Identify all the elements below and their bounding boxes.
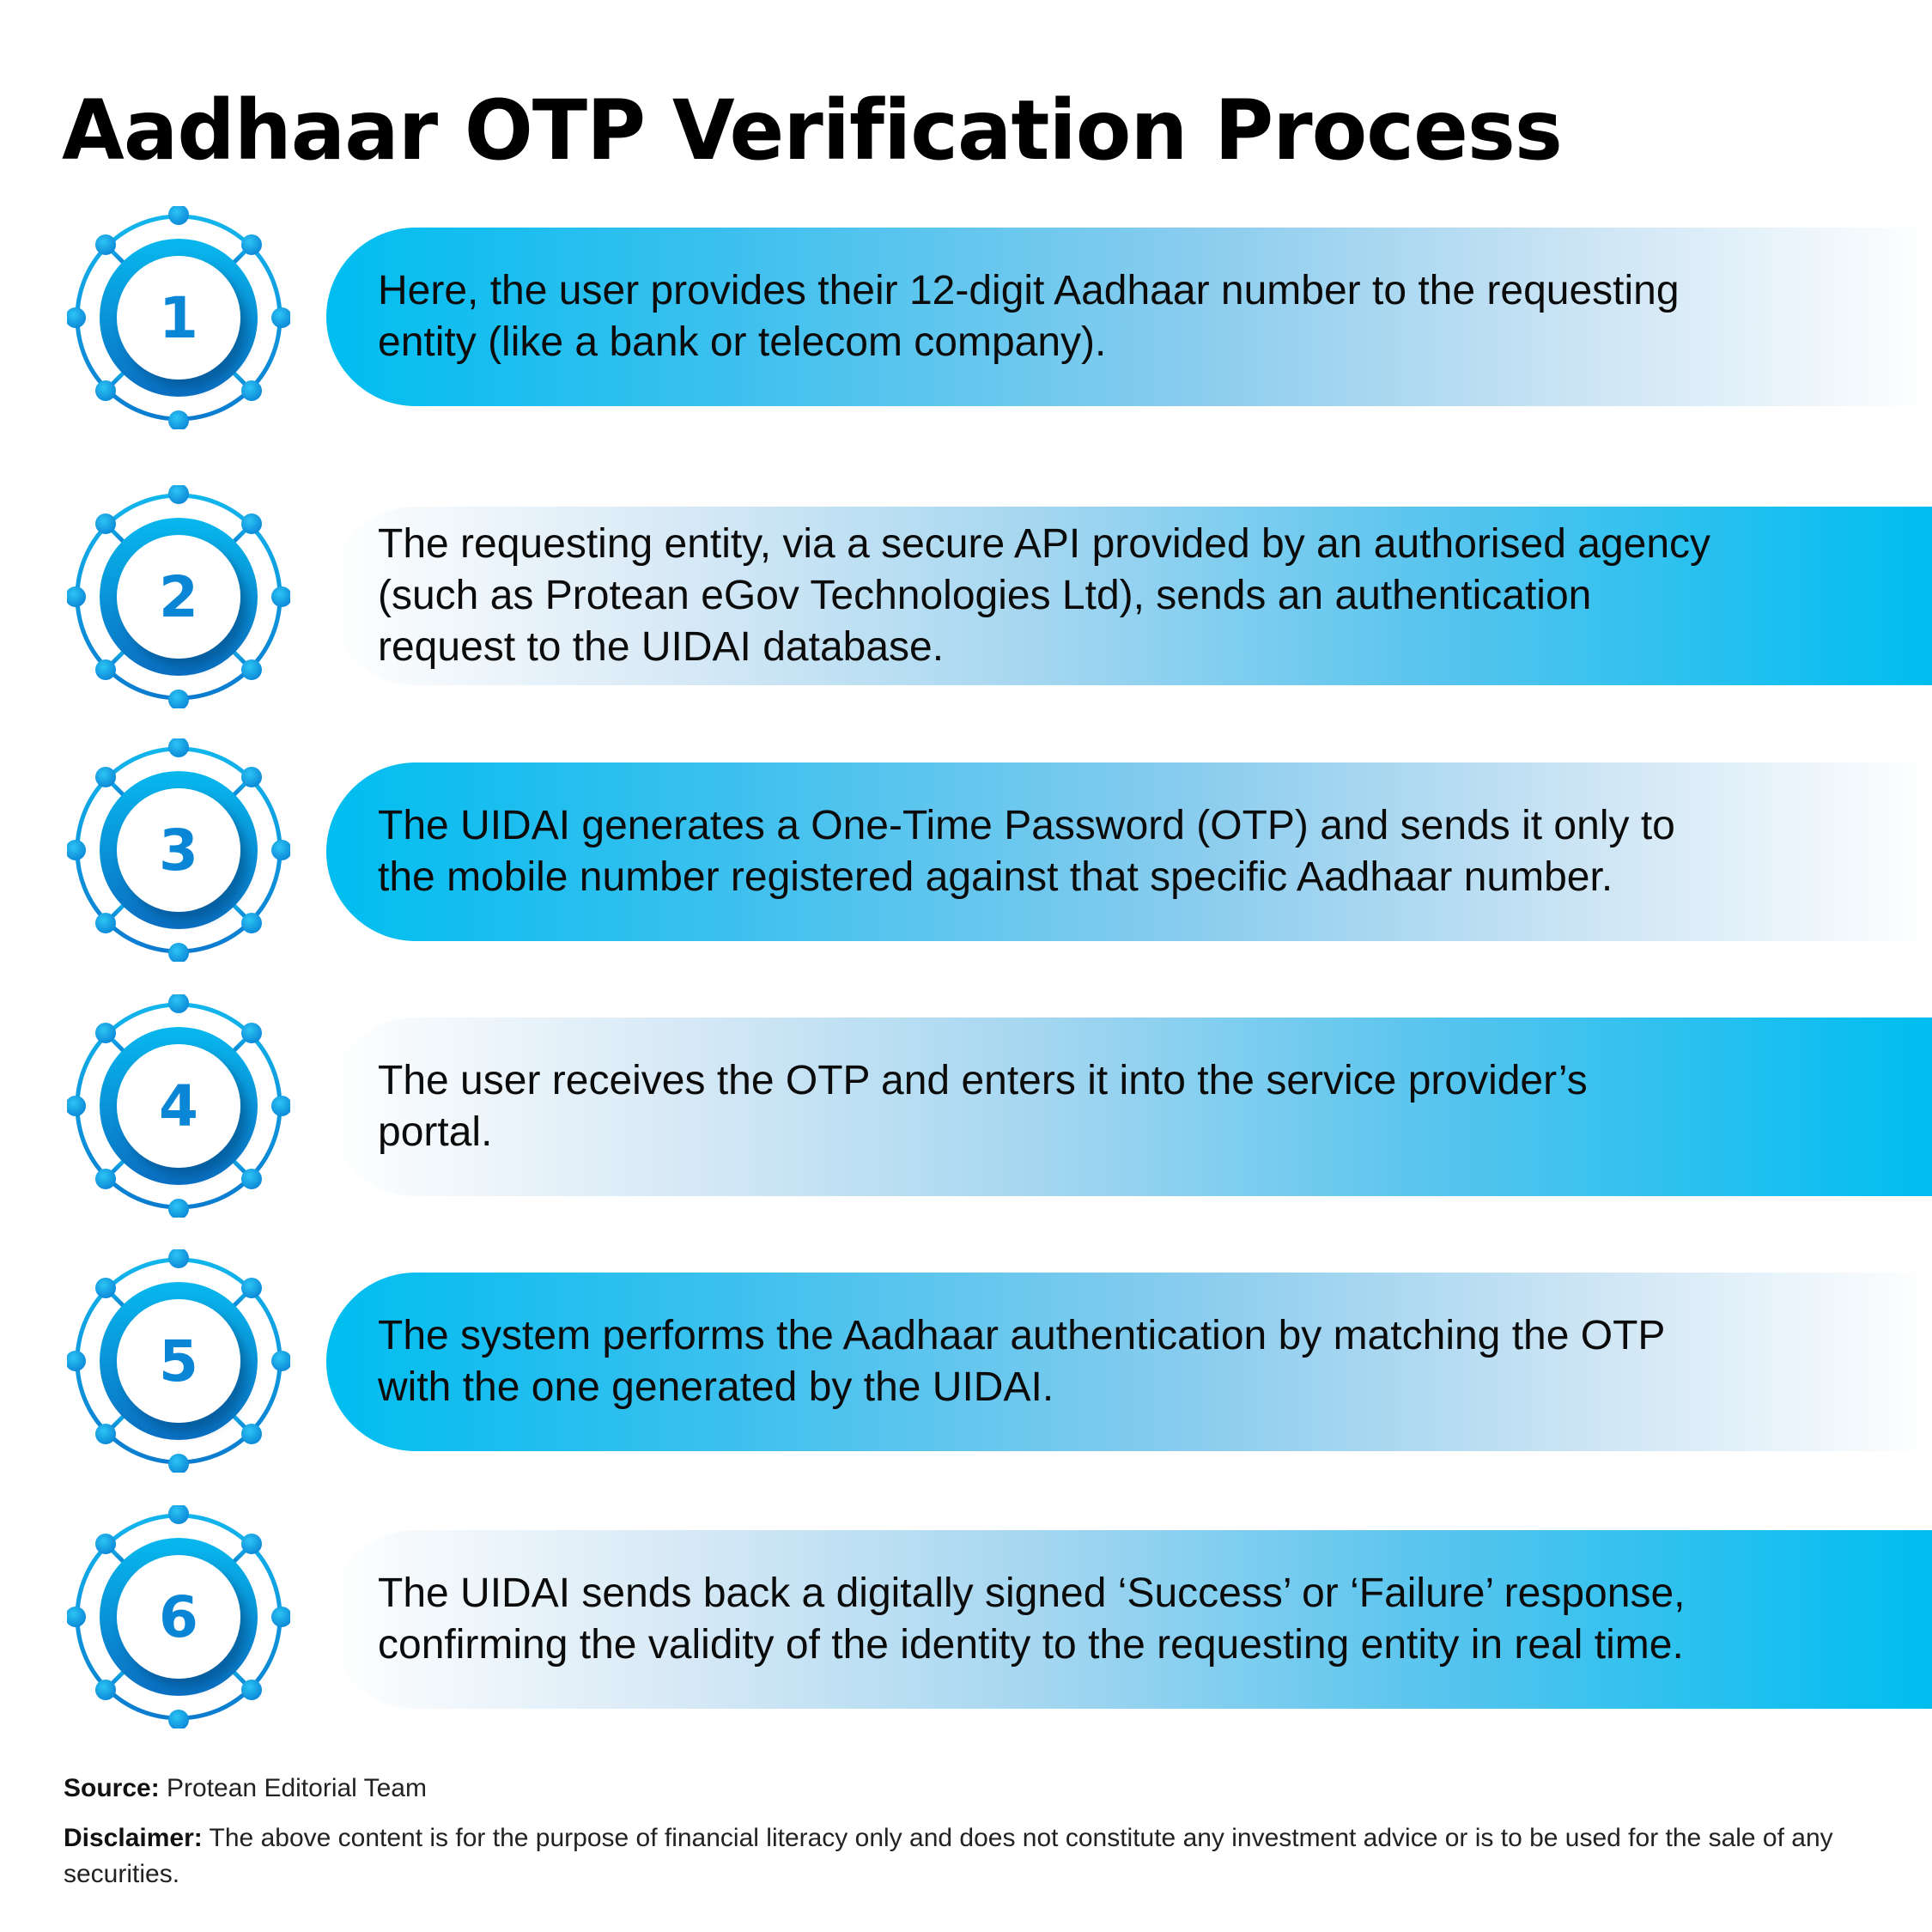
step-text: [378, 762, 1872, 941]
step-line: The UIDAI sends back a digitally signed ‘Success’ or ‘Failure’ response,: [378, 1571, 1686, 1616]
step-line: confirming the validity of the identity to the requesting entity in real time.: [378, 1622, 1684, 1668]
step-line: The user receives the OTP and enters it into the service provider’s: [378, 1058, 1588, 1103]
step-line: Here, the user provides their 12-digit Aadhaar number to the requesting: [378, 268, 1680, 313]
network-step-icon-1: [67, 206, 290, 429]
step-number: 5: [159, 1327, 198, 1394]
step-number: 4: [159, 1072, 198, 1139]
network-step-icon-5: [67, 1249, 290, 1473]
step-text: [378, 507, 1872, 685]
step-line: The system performs the Aadhaar authentication by matching the OTP: [378, 1313, 1666, 1358]
disclaimer-note: [64, 1820, 1884, 1893]
step-number: 2: [159, 563, 198, 630]
step-number: 1: [159, 284, 198, 351]
step-line: (such as Protean eGov Technologies Ltd), sends an authentication: [378, 573, 1592, 618]
network-step-icon-6: [67, 1505, 290, 1728]
step-line: The requesting entity, via a secure API provided by an authorised agency: [378, 521, 1711, 567]
step-text: [378, 228, 1872, 406]
step-line: portal.: [378, 1109, 493, 1155]
step-text: [378, 1018, 1872, 1196]
source-label: Source:: [64, 1774, 160, 1802]
page-title: Aadhaar OTP Verification Process: [62, 82, 1562, 179]
step-text: [378, 1273, 1872, 1451]
step-line: the mobile number registered against that specific Aadhaar number.: [378, 854, 1613, 900]
step-number: 6: [159, 1583, 198, 1650]
step-number: 3: [159, 817, 198, 884]
step-line: entity (like a bank or telecom company).: [378, 319, 1107, 365]
source-note: [64, 1771, 1884, 1807]
network-step-icon-3: [67, 738, 290, 962]
step-line: The UIDAI generates a One-Time Password (OTP) and sends it only to: [378, 803, 1675, 848]
network-step-icon-2: [67, 485, 290, 708]
step-text: [378, 1530, 1872, 1709]
step-line: request to the UIDAI database.: [378, 624, 945, 670]
source-value: Protean Editorial Team: [159, 1774, 427, 1802]
disclaimer-value: The above content is for the purpose of financial literacy only and does not constitute any investment advice or is to be used for the sale of any securities.: [64, 1824, 1833, 1888]
step-line: with the one generated by the UIDAI.: [378, 1364, 1054, 1410]
network-step-icon-4: [67, 994, 290, 1218]
disclaimer-label: Disclaimer:: [64, 1824, 203, 1852]
